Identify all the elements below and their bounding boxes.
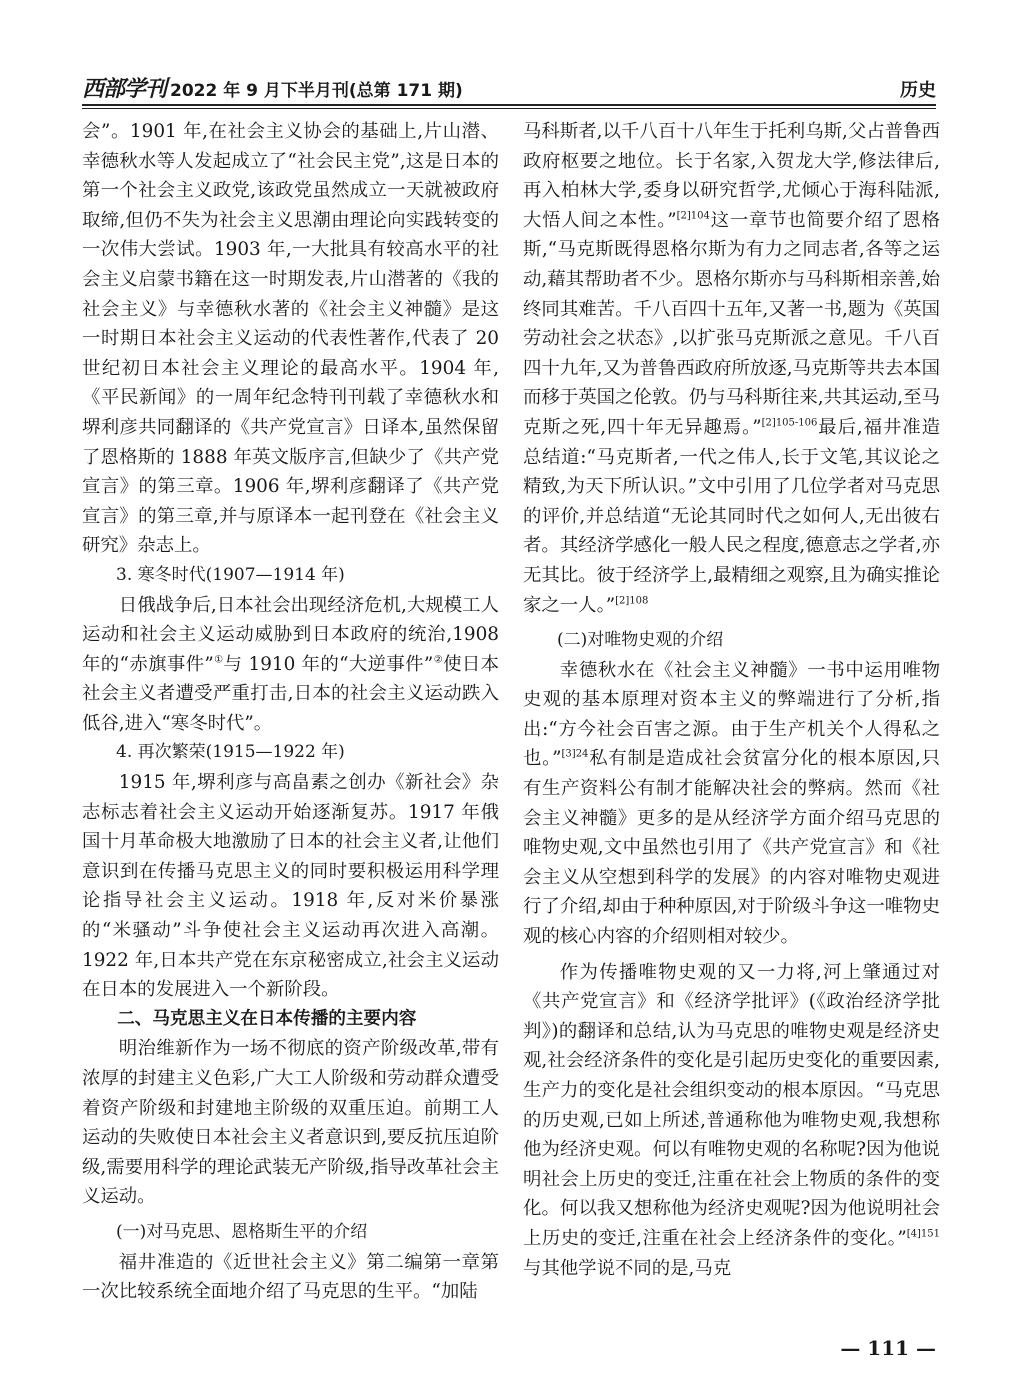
citation-ref: [4]151 — [906, 1228, 940, 1240]
left-column — [82, 117, 499, 1307]
paragraph: 明治维新作为一场不彻底的资产阶级改革,带有浓厚的封建主义色彩,广大工人阶级和劳动群众遭受着资产阶级和封建地主阶级的双重压迫。前期工人运动的失败使日本社会主义者意识到,要反抗压迫阶级,需要用科学的理论武装无产阶级,指导改革社会主义运动。 — [82, 1038, 499, 1208]
text-run: 使日本社会主义者遭受严重打击,日本的社会主义运动跌入低谷,进入“寒冬时代”。 — [82, 653, 500, 734]
right-column — [523, 117, 940, 1283]
paragraph — [82, 591, 499, 739]
citation-ref: [2]105-106 — [761, 417, 818, 429]
subsection-heading: (二)对唯物史观的介绍 — [557, 630, 724, 651]
citation-ref: [3]24 — [561, 748, 589, 760]
text-run: 与 1910 年的“大逆事件” — [223, 653, 434, 675]
text-run: 幸德秋水在《社会主义神髓》一书中运用唯物史观的基本原理对资本主义的弊端进行了分析,指出:“方今社会百害之源。由于生产机关个人得私之也。” — [523, 659, 940, 770]
text-run: 日俄战争后,日本社会出现经济危机,大规模工人运动和社会主义运动威胁到日本政府的统治,1908 年的“赤旗事件” — [82, 594, 499, 675]
section-heading: 二、马克思主义在日本传播的主要内容 — [117, 1008, 417, 1029]
text-run: 与其他学说不同的是,马克 — [523, 1257, 732, 1279]
paragraph — [523, 656, 940, 952]
footnote-marker: ① — [213, 654, 224, 666]
text-run: 这一章节也简要介绍了恩格斯,“马克斯既得恩格尔斯为有力之同志者,各等之运动,藉其帮助者不少。恩格尔斯亦与马科斯相亲善,始终同其难苦。千八百四十五年,又著一书,题为《英国劳动社会之状态》,以扩张马克斯派之意见。千八百四十九年,又为普鲁西政府所放逐,马克斯等共去本国而移于英国之伦敦。仍与马科斯往来,共其运动,至马克斯之死,四十年无异趣焉。” — [523, 209, 940, 438]
text-run: 私有制是造成社会贫富分化的根本原因,只有生产资料公有制才能解决社会的弊病。然而《社会主义神髓》更多的是从经济学方面介绍马克思的唯物史观,文中虽然也引用了《共产党宣言》和《社会主义从空想到科学的发展》的内容对唯物史观进行了介绍,却由于种种原因,对于阶级斗争这一唯物史观的核心内容的介绍则相对较少。 — [523, 748, 940, 948]
paragraph: 会”。1901 年,在社会主义协会的基础上,片山潜、幸德秋水等人发起成立了“社会民主党”,这是日本的第一个社会主义政党,该政党虽然成立一天就被政府取缔,但仍不失为社会主义思潮由理论向实践转变的一次伟大尝试。1903 年,一大批具有较高水平的社会主义启蒙书籍在这一时期发表,片山潜著的《我的社会主义》与幸德秋水著的《社会主义神髓》是这一时期日本社会主义运动的代表性著作,代表了 20 世纪初日本社会主义理论的最高水平。1904 年,《平民新闻》的一周年纪念特刊刊载了幸德秋水和堺利彦共同翻译的《共产党宣言》日译本,虽然保留了恩格斯的 1888 年英文版序言,但缺少了《共产党宣言》的第三章。1906 年,堺利彦翻译了《共产党宣言》的第三章,并与原译本一起刊登在《社会主义研究》杂志上。 — [82, 121, 499, 557]
paragraph — [523, 117, 940, 620]
paragraph: 福井准造的《近世社会主义》第二编第一章第一次比较系统全面地介绍了马克思的生平。“加陆 — [82, 1251, 499, 1303]
citation-ref: [2]104 — [676, 210, 710, 222]
header-left — [82, 78, 463, 100]
journal-logo: 西部学刊 — [82, 76, 167, 102]
subsection-heading: 3. 寒冬时代(1907—1914 年) — [116, 564, 345, 585]
page-number: — 111 — — [840, 1336, 936, 1360]
text-run: 最后,福井准造总结道:“马克斯者,一代之伟人,长于文笔,其议论之精致,为天下所认识。”文中引用了几位学者对马克思的评价,并总结道“无论其同时代之如何人,无出彼右者。其经济学感化一般人民之程度,德意志之学者,亦无其比。彼于经济学上,最精细之观察,且为确实推论家之一人。” — [523, 416, 940, 616]
subsection-heading: 4. 再次繁荣(1915—1922 年) — [116, 742, 345, 763]
running-header — [82, 70, 936, 100]
header-rule-thin — [82, 108, 936, 109]
subsection-heading: (一)对马克思、恩格斯生平的介绍 — [116, 1221, 368, 1242]
text-run: 作为传播唯物史观的又一力将,河上肇通过对《共产党宣言》和《经济学批评》(《政治经济学批判》)的翻译和总结,认为马克思的唯物史观是经济史观,社会经济条件的变化是引起历史变化的重要因素,生产力的变化是社会组织变动的根本原因。“马克思的历史观,已如上所述,普通称他为唯物史观,我想称他为经济史观。何以有唯物史观的名称呢?因为他说明社会上历史的变迁,注重在社会上物质的条件的变化。何以我又想称他为经济史观呢?因为他说明社会上历史的变迁,注重在社会上经济条件的变化。” — [523, 961, 940, 1249]
footnote-marker: ② — [433, 654, 444, 666]
section-name: 历史 — [900, 80, 936, 101]
text-run: 马科斯者,以千八百十八年生于托利乌斯,父占普鲁西政府枢要之地位。长于名家,入贺龙大学,修法律后,再入柏林大学,委身以研究哲学,尤倾心于海科陆派,大悟人间之本性。” — [523, 121, 940, 231]
paragraph: 1915 年,堺利彦与高畠素之创办《新社会》杂志标志着社会主义运动开始逐渐复苏。1917 年俄国十月革命极大地激励了日本的社会主义者,让他们意识到在传播马克思主义的同时要积极运用科学理论指导社会主义运动。1918 年,反对米价暴涨的“米骚动”斗争使社会主义运动再次进入高潮。1922 年,日本共产党在东京秘密成立,社会主义运动在日本的发展进入一个新阶段。 — [82, 772, 499, 1001]
paragraph — [523, 958, 940, 1284]
header-rule — [82, 104, 936, 106]
issue-info: 2022 年 9 月下半月刊(总第 171 期) — [170, 81, 463, 101]
citation-ref: [2]108 — [615, 595, 649, 606]
